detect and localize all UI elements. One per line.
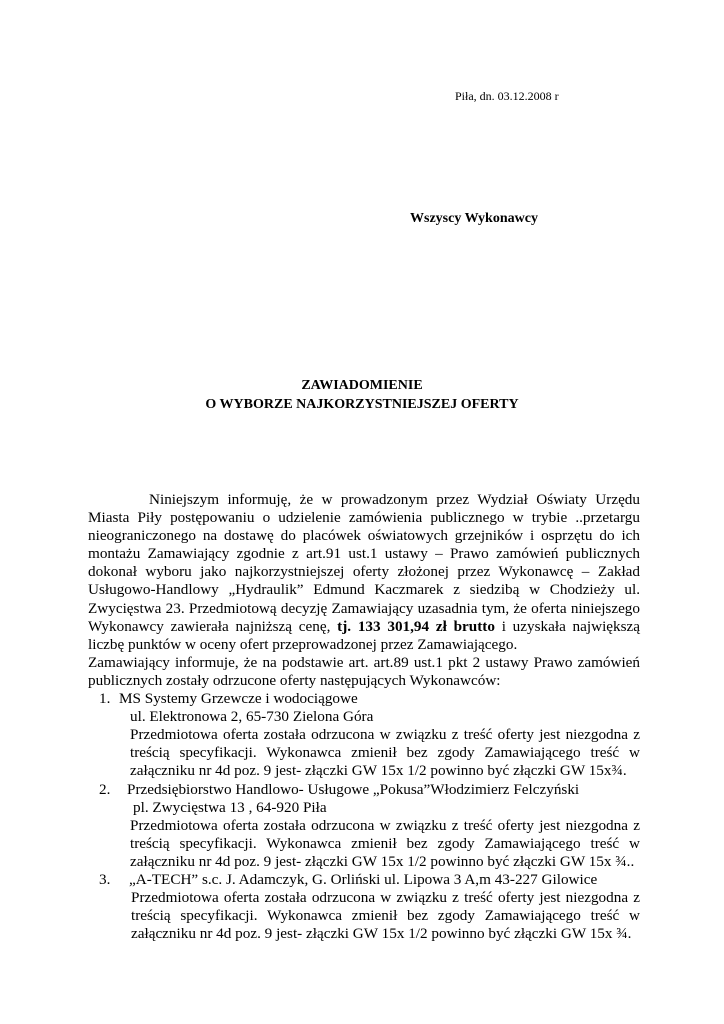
item-reason: Przedmiotowa oferta została odrzucona w związku z treść oferty jest niezgodna z treścią specyfikacji. Wykonawca zmienił bez zgody Zamawiającego treść w załączniku nr 4d poz. 9 jest- złączki GW 15x 1/2 powinno być złączki GW 15x ¾. bbox=[131, 889, 640, 943]
list-item bbox=[88, 690, 640, 780]
item-number: 3. bbox=[99, 870, 111, 888]
item-address: pl. Zwycięstwa 13 , 64-920 Piła bbox=[133, 798, 327, 816]
item-address: ul. Elektronowa 2, 65-730 Zielona Góra bbox=[130, 708, 374, 726]
item-number: 1. bbox=[99, 690, 111, 708]
rejected-offers-list bbox=[88, 690, 640, 943]
intro-text: Niniejszym informuję, że w prowadzonym przez Wydział Oświaty Urzędu Miasta Piły postępowaniu o udzielenie zamówienia publicznego w trybie ..przetargu nieograniczonego na dostawę do placówek oświatowych grzejników i osprzętu do ich montażu Zamawiający zgodnie z art.91 ust.1 ustawy – Prawo zamówień publicznych dokonał wyboru jako najkorzystniejszej oferty złożonej przez Wykonawcę – Zakład Usługowo-Handlowy „Hydraulik” Edmund Kaczmarek z siedzibą w Chodzieży ul. Zwycięstwa 23. bbox=[88, 491, 640, 617]
decision-text: Przedmiotową decyzję Zamawiający uzasadnia tym, że oferta niniejszego Wykonawcy zawierała najniższą cenę, bbox=[88, 599, 640, 635]
item-reason: Przedmiotowa oferta została odrzucona w związku z treść oferty jest niezgodna z treścią specyfikacji. Wykonawca zmienił bez zgody Zamawiającego treść w załączniku nr 4d poz. 9 jest- złączki GW 15x 1/2 powinno być złączki GW 15x ¾.. bbox=[130, 816, 640, 870]
item-company: Przedsiębiorstwo Handlowo- Usługowe „Pokusa”Włodzimierz Felczyński bbox=[127, 780, 580, 798]
document-body bbox=[88, 491, 640, 943]
price-text: tj. 133 301,94 zł brutto bbox=[337, 617, 495, 635]
item-company: „A-TECH” s.c. J. Adamczyk, G. Orliński ul. Lipowa 3 A,m 43-227 Gilowice bbox=[129, 870, 598, 888]
recipient-heading: Wszyscy Wykonawcy bbox=[410, 211, 538, 226]
item-number: 2. bbox=[99, 780, 111, 798]
decision-text-end: i uzyskała największą liczbę punktów w oceny ofert przeprowadzonej przez Zamawiającego. bbox=[88, 617, 641, 653]
date-line: Piła, dn. 03.12.2008 r bbox=[455, 89, 559, 103]
list-item bbox=[88, 781, 640, 871]
item-company: MS Systemy Grzewcze i wodociągowe bbox=[119, 690, 358, 708]
list-item bbox=[88, 871, 640, 943]
rejection-intro-paragraph: Zamawiający informuje, że na podstawie art. art.89 ust.1 pkt 2 ustawy Prawo zamówień publicznych zostały odrzucone oferty następujących Wykonawców: bbox=[88, 653, 640, 689]
document-title: ZAWIADOMIENIE bbox=[301, 378, 423, 393]
item-reason: Przedmiotowa oferta została odrzucona w związku z treść oferty jest niezgodna z treścią specyfikacji. Wykonawca zmienił bez zgody Zamawiającego treść w załączniku nr 4d poz. 9 jest- złączki GW 15x 1/2 powinno być złączki GW 15x¾. bbox=[130, 726, 640, 780]
document-subtitle: O WYBORZE NAJKORZYSTNIEJSZEJ OFERTY bbox=[205, 397, 519, 412]
intro-paragraph bbox=[88, 491, 640, 654]
